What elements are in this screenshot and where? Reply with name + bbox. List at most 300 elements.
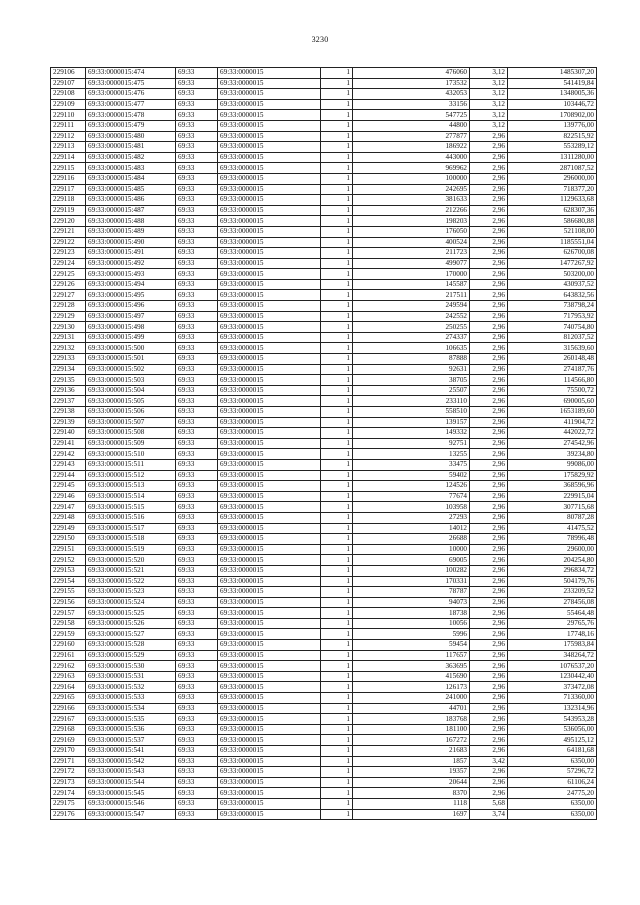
count-cell: 1 — [321, 523, 353, 534]
row-number-cell: 229169 — [51, 735, 86, 746]
table-row — [51, 629, 597, 640]
area-cell: 249594 — [353, 301, 470, 312]
value-cell: 1653189,60 — [508, 407, 597, 418]
area-cell: 176050 — [353, 226, 470, 237]
district-cell: 69:33 — [176, 438, 218, 449]
count-cell: 1 — [321, 407, 353, 418]
block-cell: 69:33:0000015 — [218, 576, 321, 587]
rate-cell: 2,96 — [470, 385, 508, 396]
block-cell: 69:33:0000015 — [218, 650, 321, 661]
count-cell: 1 — [321, 809, 353, 820]
table-row — [51, 184, 597, 195]
area-cell: 198203 — [353, 216, 470, 227]
district-cell: 69:33 — [176, 618, 218, 629]
count-cell: 1 — [321, 216, 353, 227]
row-number-cell: 229171 — [51, 756, 86, 767]
cadastral-number-cell: 69:33:0000015:526 — [86, 618, 176, 629]
row-number-cell: 229124 — [51, 258, 86, 269]
row-number-cell: 229117 — [51, 184, 86, 195]
area-cell: 44800 — [353, 120, 470, 131]
rate-cell: 2,96 — [470, 565, 508, 576]
table-row — [51, 661, 597, 672]
area-cell: 124526 — [353, 481, 470, 492]
table-row — [51, 216, 597, 227]
table-row — [51, 650, 597, 661]
cadastral-number-cell: 69:33:0000015:500 — [86, 343, 176, 354]
block-cell: 69:33:0000015 — [218, 184, 321, 195]
cadastral-number-cell: 69:33:0000015:497 — [86, 311, 176, 322]
cadastral-number-cell: 69:33:0000015:487 — [86, 205, 176, 216]
rate-cell: 2,96 — [470, 481, 508, 492]
rate-cell: 3,12 — [470, 78, 508, 89]
row-number-cell: 229115 — [51, 163, 86, 174]
district-cell: 69:33 — [176, 640, 218, 651]
row-number-cell: 229174 — [51, 788, 86, 799]
district-cell: 69:33 — [176, 142, 218, 153]
value-cell: 628307,36 — [508, 205, 597, 216]
table-row — [51, 693, 597, 704]
rate-cell: 2,96 — [470, 618, 508, 629]
row-number-cell: 229107 — [51, 78, 86, 89]
count-cell: 1 — [321, 618, 353, 629]
count-cell: 1 — [321, 629, 353, 640]
row-number-cell: 229144 — [51, 470, 86, 481]
cadastral-number-cell: 69:33:0000015:481 — [86, 142, 176, 153]
district-cell: 69:33 — [176, 587, 218, 598]
district-cell: 69:33 — [176, 110, 218, 121]
rate-cell: 2,96 — [470, 512, 508, 523]
cadastral-number-cell: 69:33:0000015:543 — [86, 767, 176, 778]
cadastral-number-cell: 69:33:0000015:547 — [86, 809, 176, 820]
block-cell: 69:33:0000015 — [218, 385, 321, 396]
area-cell: 33156 — [353, 99, 470, 110]
cadastral-number-cell: 69:33:0000015:478 — [86, 110, 176, 121]
count-cell: 1 — [321, 173, 353, 184]
rate-cell: 2,96 — [470, 555, 508, 566]
row-number-cell: 229176 — [51, 809, 86, 820]
row-number-cell: 229165 — [51, 693, 86, 704]
count-cell: 1 — [321, 364, 353, 375]
cadastral-number-cell: 69:33:0000015:532 — [86, 682, 176, 693]
table-row — [51, 322, 597, 333]
block-cell: 69:33:0000015 — [218, 438, 321, 449]
district-cell: 69:33 — [176, 809, 218, 820]
count-cell: 1 — [321, 89, 353, 100]
cadastral-number-cell: 69:33:0000015:511 — [86, 459, 176, 470]
area-cell: 167272 — [353, 735, 470, 746]
table-row — [51, 470, 597, 481]
block-cell: 69:33:0000015 — [218, 798, 321, 809]
area-cell: 277877 — [353, 131, 470, 142]
count-cell: 1 — [321, 354, 353, 365]
cadastral-number-cell: 69:33:0000015:519 — [86, 544, 176, 555]
table-row — [51, 290, 597, 301]
table-row — [51, 587, 597, 598]
rate-cell: 2,96 — [470, 322, 508, 333]
district-cell: 69:33 — [176, 746, 218, 757]
row-number-cell: 229136 — [51, 385, 86, 396]
table-row — [51, 735, 597, 746]
area-cell: 92631 — [353, 364, 470, 375]
area-cell: 186922 — [353, 142, 470, 153]
value-cell: 717953,92 — [508, 311, 597, 322]
count-cell: 1 — [321, 459, 353, 470]
table-row — [51, 438, 597, 449]
table-row — [51, 131, 597, 142]
row-number-cell: 229148 — [51, 512, 86, 523]
row-number-cell: 229175 — [51, 798, 86, 809]
rate-cell: 2,96 — [470, 428, 508, 439]
row-number-cell: 229130 — [51, 322, 86, 333]
area-cell: 381633 — [353, 195, 470, 206]
row-number-cell: 229131 — [51, 332, 86, 343]
area-cell: 117657 — [353, 650, 470, 661]
area-cell: 19357 — [353, 767, 470, 778]
area-cell: 106635 — [353, 343, 470, 354]
rate-cell: 2,96 — [470, 587, 508, 598]
value-cell: 373472,08 — [508, 682, 597, 693]
table-row — [51, 502, 597, 513]
row-number-cell: 229111 — [51, 120, 86, 131]
table-row — [51, 163, 597, 174]
value-cell: 2871087,52 — [508, 163, 597, 174]
block-cell: 69:33:0000015 — [218, 534, 321, 545]
block-cell: 69:33:0000015 — [218, 216, 321, 227]
area-cell: 212266 — [353, 205, 470, 216]
block-cell: 69:33:0000015 — [218, 714, 321, 725]
row-number-cell: 229154 — [51, 576, 86, 587]
cadastral-number-cell: 69:33:0000015:546 — [86, 798, 176, 809]
value-cell: 204254,80 — [508, 555, 597, 566]
rate-cell: 2,96 — [470, 173, 508, 184]
area-cell: 20644 — [353, 777, 470, 788]
cadastral-number-cell: 69:33:0000015:492 — [86, 258, 176, 269]
count-cell: 1 — [321, 756, 353, 767]
table-row — [51, 68, 597, 79]
cadastral-number-cell: 69:33:0000015:542 — [86, 756, 176, 767]
block-cell: 69:33:0000015 — [218, 449, 321, 460]
value-cell: 718377,20 — [508, 184, 597, 195]
count-cell: 1 — [321, 650, 353, 661]
cadastral-number-cell: 69:33:0000015:523 — [86, 587, 176, 598]
rate-cell: 2,96 — [470, 354, 508, 365]
area-cell: 5996 — [353, 629, 470, 640]
district-cell: 69:33 — [176, 714, 218, 725]
rate-cell: 2,96 — [470, 693, 508, 704]
count-cell: 1 — [321, 311, 353, 322]
table-row — [51, 173, 597, 184]
cadastral-number-cell: 69:33:0000015:528 — [86, 640, 176, 651]
cadastral-number-cell: 69:33:0000015:515 — [86, 502, 176, 513]
value-cell: 274542,96 — [508, 438, 597, 449]
value-cell: 103446,72 — [508, 99, 597, 110]
rate-cell: 2,96 — [470, 332, 508, 343]
count-cell: 1 — [321, 491, 353, 502]
value-cell: 812037,52 — [508, 332, 597, 343]
cadastral-number-cell: 69:33:0000015:525 — [86, 608, 176, 619]
value-cell: 1708902,00 — [508, 110, 597, 121]
value-cell: 132314,96 — [508, 703, 597, 714]
table-row — [51, 226, 597, 237]
rate-cell: 2,96 — [470, 459, 508, 470]
value-cell: 553289,12 — [508, 142, 597, 153]
area-cell: 499077 — [353, 258, 470, 269]
row-number-cell: 229141 — [51, 438, 86, 449]
area-cell: 18738 — [353, 608, 470, 619]
rate-cell: 2,96 — [470, 534, 508, 545]
table-row — [51, 279, 597, 290]
value-cell: 411904,72 — [508, 417, 597, 428]
table-row — [51, 343, 597, 354]
table-row — [51, 640, 597, 651]
block-cell: 69:33:0000015 — [218, 682, 321, 693]
count-cell: 1 — [321, 438, 353, 449]
row-number-cell: 229150 — [51, 534, 86, 545]
district-cell: 69:33 — [176, 68, 218, 79]
district-cell: 69:33 — [176, 777, 218, 788]
count-cell: 1 — [321, 661, 353, 672]
count-cell: 1 — [321, 597, 353, 608]
rate-cell: 2,96 — [470, 407, 508, 418]
row-number-cell: 229162 — [51, 661, 86, 672]
value-cell: 1311280,00 — [508, 152, 597, 163]
value-cell: 495125,12 — [508, 735, 597, 746]
block-cell: 69:33:0000015 — [218, 777, 321, 788]
block-cell: 69:33:0000015 — [218, 481, 321, 492]
table-row — [51, 671, 597, 682]
count-cell: 1 — [321, 184, 353, 195]
district-cell: 69:33 — [176, 226, 218, 237]
district-cell: 69:33 — [176, 481, 218, 492]
district-cell: 69:33 — [176, 671, 218, 682]
value-cell: 57296,72 — [508, 767, 597, 778]
value-cell: 1185551,04 — [508, 237, 597, 248]
value-cell: 6350,00 — [508, 756, 597, 767]
value-cell: 1348005,36 — [508, 89, 597, 100]
row-number-cell: 229167 — [51, 714, 86, 725]
rate-cell: 2,96 — [470, 746, 508, 757]
cadastral-number-cell: 69:33:0000015:545 — [86, 788, 176, 799]
rate-cell: 2,96 — [470, 226, 508, 237]
area-cell: 100282 — [353, 565, 470, 576]
row-number-cell: 229134 — [51, 364, 86, 375]
district-cell: 69:33 — [176, 534, 218, 545]
district-cell: 69:33 — [176, 767, 218, 778]
cadastral-number-cell: 69:33:0000015:533 — [86, 693, 176, 704]
table-row — [51, 407, 597, 418]
row-number-cell: 229157 — [51, 608, 86, 619]
cadastral-number-cell: 69:33:0000015:544 — [86, 777, 176, 788]
block-cell: 69:33:0000015 — [218, 788, 321, 799]
rate-cell: 2,96 — [470, 152, 508, 163]
cadastral-number-cell: 69:33:0000015:479 — [86, 120, 176, 131]
table-row — [51, 724, 597, 735]
row-number-cell: 229113 — [51, 142, 86, 153]
block-cell: 69:33:0000015 — [218, 703, 321, 714]
row-number-cell: 229116 — [51, 173, 86, 184]
table-row — [51, 311, 597, 322]
district-cell: 69:33 — [176, 491, 218, 502]
area-cell: 14012 — [353, 523, 470, 534]
district-cell: 69:33 — [176, 798, 218, 809]
value-cell: 442022,72 — [508, 428, 597, 439]
value-cell: 75500,72 — [508, 385, 597, 396]
district-cell: 69:33 — [176, 385, 218, 396]
cadastral-number-cell: 69:33:0000015:522 — [86, 576, 176, 587]
rate-cell: 2,96 — [470, 205, 508, 216]
district-cell: 69:33 — [176, 523, 218, 534]
value-cell: 536056,00 — [508, 724, 597, 735]
table-row — [51, 248, 597, 259]
count-cell: 1 — [321, 78, 353, 89]
block-cell: 69:33:0000015 — [218, 608, 321, 619]
table-row — [51, 354, 597, 365]
area-cell: 44701 — [353, 703, 470, 714]
value-cell: 1076537,20 — [508, 661, 597, 672]
value-cell: 233209,52 — [508, 587, 597, 598]
value-cell: 114566,80 — [508, 375, 597, 386]
count-cell: 1 — [321, 68, 353, 79]
rate-cell: 3,74 — [470, 809, 508, 820]
district-cell: 69:33 — [176, 682, 218, 693]
count-cell: 1 — [321, 640, 353, 651]
table-row — [51, 491, 597, 502]
table-row — [51, 428, 597, 439]
count-cell: 1 — [321, 248, 353, 259]
count-cell: 1 — [321, 385, 353, 396]
row-number-cell: 229172 — [51, 767, 86, 778]
district-cell: 69:33 — [176, 195, 218, 206]
value-cell: 99086,00 — [508, 459, 597, 470]
row-number-cell: 229142 — [51, 449, 86, 460]
row-number-cell: 229121 — [51, 226, 86, 237]
count-cell: 1 — [321, 258, 353, 269]
row-number-cell: 229120 — [51, 216, 86, 227]
table-row — [51, 364, 597, 375]
cadastral-number-cell: 69:33:0000015:483 — [86, 163, 176, 174]
value-cell: 503200,00 — [508, 269, 597, 280]
cadastral-number-cell: 69:33:0000015:512 — [86, 470, 176, 481]
block-cell: 69:33:0000015 — [218, 693, 321, 704]
table-row — [51, 618, 597, 629]
count-cell: 1 — [321, 788, 353, 799]
rate-cell: 2,96 — [470, 417, 508, 428]
block-cell: 69:33:0000015 — [218, 502, 321, 513]
district-cell: 69:33 — [176, 364, 218, 375]
row-number-cell: 229146 — [51, 491, 86, 502]
district-cell: 69:33 — [176, 131, 218, 142]
count-cell: 1 — [321, 279, 353, 290]
rate-cell: 2,96 — [470, 767, 508, 778]
row-number-cell: 229123 — [51, 248, 86, 259]
table-row — [51, 459, 597, 470]
count-cell: 1 — [321, 682, 353, 693]
block-cell: 69:33:0000015 — [218, 173, 321, 184]
cadastral-number-cell: 69:33:0000015:501 — [86, 354, 176, 365]
value-cell: 1477267,92 — [508, 258, 597, 269]
row-number-cell: 229109 — [51, 99, 86, 110]
district-cell: 69:33 — [176, 99, 218, 110]
rate-cell: 2,96 — [470, 258, 508, 269]
count-cell: 1 — [321, 195, 353, 206]
count-cell: 1 — [321, 608, 353, 619]
cadastral-value-table — [50, 67, 597, 820]
value-cell: 315639,60 — [508, 343, 597, 354]
area-cell: 13255 — [353, 449, 470, 460]
count-cell: 1 — [321, 555, 353, 566]
table-row — [51, 237, 597, 248]
area-cell: 1118 — [353, 798, 470, 809]
district-cell: 69:33 — [176, 290, 218, 301]
cadastral-number-cell: 69:33:0000015:535 — [86, 714, 176, 725]
rate-cell: 2,96 — [470, 671, 508, 682]
count-cell: 1 — [321, 767, 353, 778]
cadastral-number-cell: 69:33:0000015:509 — [86, 438, 176, 449]
block-cell: 69:33:0000015 — [218, 311, 321, 322]
block-cell: 69:33:0000015 — [218, 396, 321, 407]
count-cell: 1 — [321, 449, 353, 460]
cadastral-number-cell: 69:33:0000015:484 — [86, 173, 176, 184]
block-cell: 69:33:0000015 — [218, 459, 321, 470]
area-cell: 77674 — [353, 491, 470, 502]
area-cell: 100000 — [353, 173, 470, 184]
district-cell: 69:33 — [176, 343, 218, 354]
value-cell: 41475,52 — [508, 523, 597, 534]
cadastral-number-cell: 69:33:0000015:505 — [86, 396, 176, 407]
block-cell: 69:33:0000015 — [218, 428, 321, 439]
row-number-cell: 229152 — [51, 555, 86, 566]
rate-cell: 2,96 — [470, 724, 508, 735]
cadastral-number-cell: 69:33:0000015:536 — [86, 724, 176, 735]
district-cell: 69:33 — [176, 152, 218, 163]
value-cell: 690005,60 — [508, 396, 597, 407]
district-cell: 69:33 — [176, 661, 218, 672]
cadastral-number-cell: 69:33:0000015:480 — [86, 131, 176, 142]
row-number-cell: 229173 — [51, 777, 86, 788]
rate-cell: 3,12 — [470, 110, 508, 121]
block-cell: 69:33:0000015 — [218, 301, 321, 312]
table-row — [51, 788, 597, 799]
count-cell: 1 — [321, 502, 353, 513]
area-cell: 10000 — [353, 544, 470, 555]
row-number-cell: 229156 — [51, 597, 86, 608]
district-cell: 69:33 — [176, 375, 218, 386]
table-row — [51, 89, 597, 100]
rate-cell: 2,96 — [470, 703, 508, 714]
area-cell: 149332 — [353, 428, 470, 439]
row-number-cell: 229159 — [51, 629, 86, 640]
area-cell: 170000 — [353, 269, 470, 280]
rate-cell: 3,12 — [470, 89, 508, 100]
count-cell: 1 — [321, 714, 353, 725]
count-cell: 1 — [321, 671, 353, 682]
rate-cell: 3,12 — [470, 68, 508, 79]
rate-cell: 2,96 — [470, 640, 508, 651]
area-cell: 211723 — [353, 248, 470, 259]
row-number-cell: 229129 — [51, 311, 86, 322]
cadastral-number-cell: 69:33:0000015:510 — [86, 449, 176, 460]
district-cell: 69:33 — [176, 703, 218, 714]
row-number-cell: 229158 — [51, 618, 86, 629]
area-cell: 103958 — [353, 502, 470, 513]
area-cell: 233110 — [353, 396, 470, 407]
table-row — [51, 142, 597, 153]
district-cell: 69:33 — [176, 354, 218, 365]
cadastral-number-cell: 69:33:0000015:508 — [86, 428, 176, 439]
cadastral-number-cell: 69:33:0000015:534 — [86, 703, 176, 714]
rate-cell: 2,96 — [470, 608, 508, 619]
row-number-cell: 229168 — [51, 724, 86, 735]
